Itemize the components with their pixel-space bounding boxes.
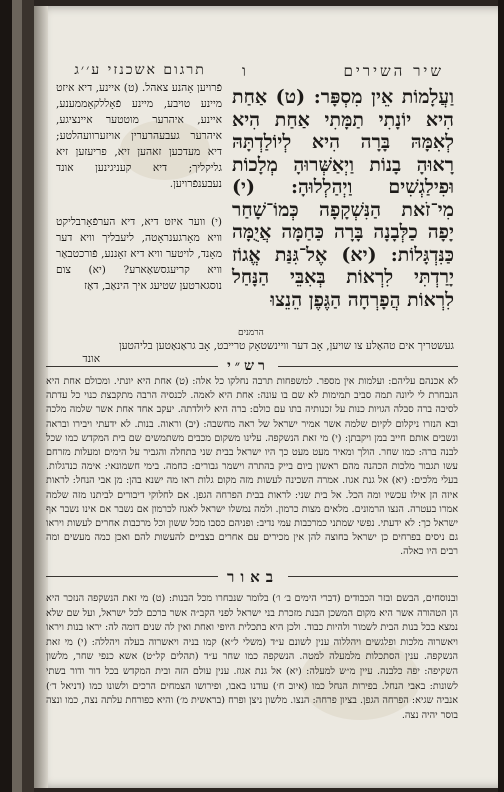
translation-continued: אונד <box>82 353 100 365</box>
running-header <box>236 62 450 84</box>
beur-title: באור <box>218 568 288 587</box>
book-edge-left <box>0 0 12 792</box>
targum-paragraph: (י) ווער איזט דיא, דיא הערפֿאָרבליקט וויא מאָרגענראָטה, ליעבליך וויא דער מאָנד, לויטער וויא דיא זאָננע, פֿורכטבאַר וויא קריעגסשאַארע? (יא) צום נוסגארטען שטיעג איך הינאַב, דאַז <box>56 216 222 292</box>
translation-text: געשטריך אים טהאַלע צו שויען, אָב דער וויינשטאָק טרייבט, אָב גראַנאַטען בליהטען <box>118 340 454 352</box>
catchword: הרמנים <box>238 328 264 338</box>
targum-paragraph: פֿרויען אָהנע צאהל. (ט) איינע, דיא איזט מיינע טויבע, מיינע פֿאָללקאָממענע, איינע, איהרער מוטטער איינציגע, איהרער געבעהרערין אויזערוועהלטע; דיא מעדכען זאהען זיא, פריעזען זיא גליקליך; דיא קעניגינען אונד נעבענפֿרויען. <box>56 82 222 190</box>
book-edge-pages <box>12 0 22 792</box>
targum-title: תרגום אשכנזי ע׳׳ג <box>74 62 206 78</box>
main-verse-text: וַעֲלָמוֹת אֵין מִסְפָּר: (ט) אַחַת הִיא יוֹנָתִי תַמָּתִי אַחַת הִיא לְאִמָּהּ בָּרָה הִיא לְיוֹלַדְתָּהּ רָאוּהָ בָנוֹת וַיְאַשְּׁרוּהָ מְלָכוֹת וּפִילַגְשִׁים וַיְהַלְלוּהָ: (י) מִי־זֹאת הַנִּשְׁקָפָה כְּמוֹ־שָׁחַר יָפָה כַלְּבָנָה בָּרָה כַּחַמָּה אֲיֻמָּה כַּנִּדְגָּלוֹת: (יא) אֶל־גִּנַּת אֱגוֹז יָרַדְתִּי לִרְאוֹת בְּאִבֵּי הַנָּחַל לִרְאוֹת הֲפָרְחָה הַגֶּפֶן הֵנֵצוּ <box>232 86 454 311</box>
chapter-number: ו <box>242 62 249 80</box>
book-edge-inner <box>22 0 34 792</box>
book-edge-right <box>498 0 504 792</box>
targum-column <box>56 80 222 316</box>
beur-commentary: ובנוסחים, הבשם ובזר הכבודים (דברי הימים ב׳ ו׳) בלומר שנבחרו מכל הבנות: (ט) מי זאת הנשקפה הנזכר היא הן הטהורה אשר היא מקום המשכן הבנת מזכרת בני ישראל לפני הקב״ה אשר ברכם לכל ישראל, ועל שם שלא נמצא בכל בנות הבית לשמור ולהיות כבוד. ולכן היא בתכלית היופי ואחת ואין לה שנים דומה לה: יראו בנות ויראו ויאשרוה מלכות ופלגשים ויהללוה ענין לשונם ע״ד (משלי ל״א) קמו בניה ויאשרוה בעלה ויהללה: (י) מי זאת הנשקפה. ענין הסתכלות מלמעלה למטה. הנשקפה כמו שחר ע״ד (תהלים קל״ט) אשא כנפי שחר, מלשון השקיפה: יפה כלבנה. עיין מ״ש למעלה: (יא) אל גנת אגוז. ענין עולם הזה ובית המקדש בכל דור ודור בשתי לשונות: באבי הנחל. בפירות הנחל כמו (איוב ח׳) עודנו באבו, ופירושו הצמחים הרכים ולשונו כמו (דניאל ד׳) אנביה שגיא: הפרחה הגפן. בציון פרחה: הנצו. מלשון ניצן ופרח (בראשית מ׳) והיא כפורחת עלתה נצה, כמו ונצה בוסר יהיה נצה. <box>46 593 458 721</box>
rashi-commentary: לֹא אכנהם עליהם: ועלמות אין מספר. למשפחות תרבה נחלקו כל אלה: (ט) אחת היא יונתי. ומכולם אחת היא הנבחרת לי ליונה תמה סביב תמימות לא שם בו עונה: אחת היא לאמה. לכנסיה הרבה מתקבצת כנוי כל עדתה לסיבה ברה סבלה הגויות כנות על זכנותיה בתו עם כולם: ברה היא ליולדתה. יעקב אחד אחת אשר שלמה מלכה ובא הנזרו ניקלום לקיום שלמה אשר אמיר ישראל של ראה מחשבה: (יב) וראוה. בנות. לא ידעתי ויבירו ובראה ונשבים אותם חייב במן ויקבתן: (י) מי זאת הנשקפה. עלינו משקום מכבים משתמשים שם בית המקדש כמו שכל לבנה ברה: כמו שחר. הולך ומאיר מעט מעט כך היו ישראל בבית שני בתחלה והגביר על הימים ומעלות מזרחם עשו תגבור מלכות הכהנה מהם ראשון ביום בייק בהתרה וישמר גבורים: כחמה. בימי חשמונאי: אימה כנדגלות. בעלי מלכים: (יא) אל גנת אגוז. אמרה השכינה לעשות מזה מקום גלות ראו מה ישנא בהן: מן אבי הנחל: לראות איזה הן אילו עכשיו ומה הכל. אל בית שני: לראות בבית הפרחה הגפן. אם לחלוקי דיבורים לביתנו מזה שלמה אמרו בעטרה. הנצו הרמונים. מלאים מצות כרמון. ולמה נמשלו ישראל לאגוז לכרמון אם נשבר אם אינו נשבר אף ישראל כך: לא ידעתי. נפשי שמתני כמרכבות עמי נדיב: ופניהם כסבו מכל ששון וכל מרכבות אחרים לעשות ויראו גם ניסים בפרחים כן ישראל בחוצה להן אין מכירים עם אחרים בצביים להעשות להם ואכן כמה מעשים ומה רבים היו כאלה. <box>46 376 458 558</box>
translation-line <box>48 340 454 365</box>
rashi-title: רש״י <box>218 358 278 375</box>
header-title: שיר השירים <box>343 62 444 80</box>
